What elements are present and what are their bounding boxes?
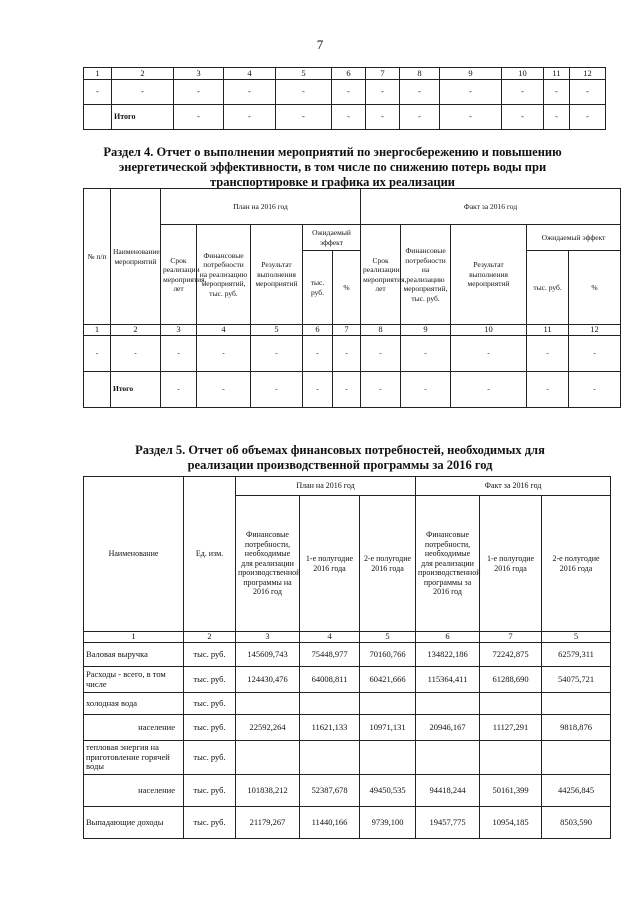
table-row: тепловая энергия на приготовление горячей воды тыс. руб.: [84, 741, 611, 775]
table-section4: № п/п Наименование мероприятий План на 2016 год Факт за 2016 год Срок реализации мероприятия, лет Финансовые потребности на реализацию мероприятий, тыс. руб. Результат выполнения мероприятий Ожидаемый эффект Срок реализации мероприятия, лет Финансовые потребности на реализацию мероприятий, тыс. руб. Результат выполнения мероприятий Ожидаемый эффект тыс. руб. % тыс. руб. % 1 2 3 4 5 6 7 8 9 10 11 12 - - - - - - - - - - - - Итого - - - - - - - - - -: [83, 188, 621, 408]
table-row-total: Итого - - - - - - - - - -: [84, 371, 621, 407]
table-row: Расходы - всего, в том числе тыс. руб. 124430,476 64008,811 60421,666 115364,411 61288,690 54075,721: [84, 667, 611, 693]
table-row: холодная вода тыс. руб.: [84, 693, 611, 715]
table-row: 1 2 3 4 5 6 7 8 9 10 11 12: [84, 68, 606, 80]
table-row: - - - - - - - - - - - -: [84, 80, 606, 105]
table-row-total: Итого - - - - - - - - - -: [84, 105, 606, 130]
section4-title: Раздел 4. Отчет о выполнении мероприятий по энергосбережению и повышению энергетической эффективности, в том числе по снижению потерь воды при транспортировке и графика их реализации: [103, 145, 562, 189]
table-row: Выпадающие доходы тыс. руб. 21179,267 11440,166 9739,100 19457,775 10954,185 8503,590: [84, 807, 611, 839]
table-row: население тыс. руб. 22592,264 11621,133 10971,131 20946,167 11127,291 9818,876: [84, 715, 611, 741]
table-row: Валовая выручка тыс. руб. 145609,743 75448,977 70160,766 134822,186 72242,875 62579,311: [84, 643, 611, 667]
table-section3-tail: [83, 67, 606, 130]
table-section5: Наименование Ед. изм. План на 2016 год Факт за 2016 год Финансовые потребности, необходимые для реализации производственной программы на 2016 год 1-е полугодие 2016 года 2-е полугодие 2016 года Финансовые потребности, необходимые для реализации производственной программы за 2016 год 1-е полугодие 2016 года 2-е полугодие 2016 года 1 2 3 4 5 6 7 5 Валовая выручка тыс. руб. 145609,743 75448,977 70160,766 134822,186 72242,875 62579,311 Расходы - всего, в том числе тыс. руб. 124430,476 64008,811 60421,666 115364,411 61288,690 54075,721 холодная вода тыс. руб. население тыс. руб. 22592,264 11621,133 10971,131 20946,167 11127,291 9818,876 тепловая энергия на приготовление горячей воды тыс. руб. население тыс. руб. 101838,212 52387,678 49450,535 94418,244 50161,399 44256,845 Выпадающие доходы тыс. руб. 21179,267 11440,166 9739,100 19457,775 10954,185 8503,590: [83, 476, 611, 839]
table-row: население тыс. руб. 101838,212 52387,678 49450,535 94418,244 50161,399 44256,845: [84, 775, 611, 807]
table-row: - - - - - - - - - - - -: [84, 335, 621, 371]
table-row: 1 2 3 4 5 6 7 8 9 10 11 12: [84, 325, 621, 336]
page-number: 7: [316, 37, 324, 52]
table-row: 1 2 3 4 5 6 7 5: [84, 632, 611, 643]
section5-title: Раздел 5. Отчет об объемах финансовых потребностей, необходимых для реализации производственной программы за 2016 год: [135, 443, 545, 472]
